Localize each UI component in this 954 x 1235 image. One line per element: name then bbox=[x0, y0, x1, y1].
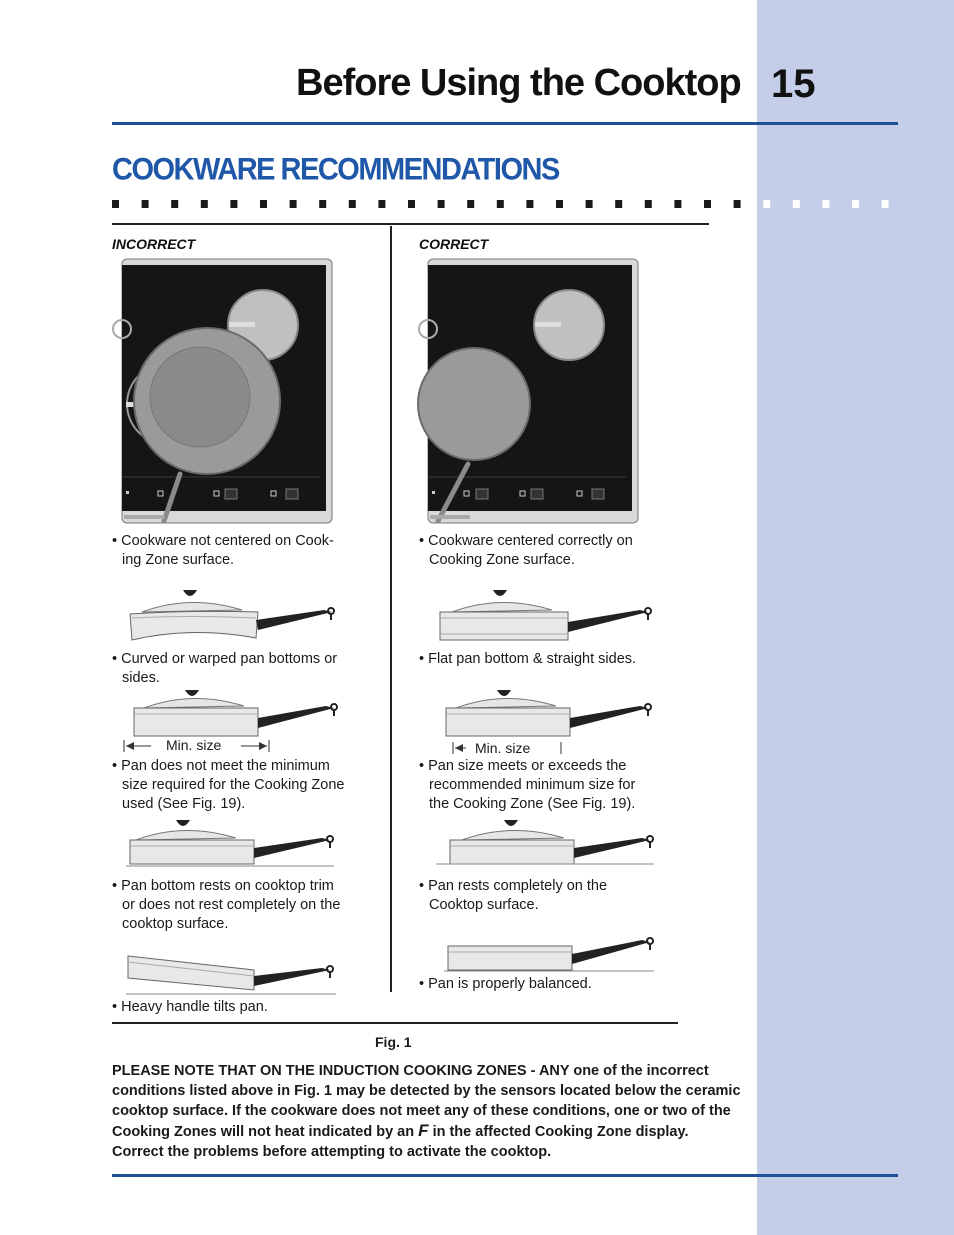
incorrect-column-heading: INCORRECT bbox=[112, 236, 196, 252]
page-title: Before Using the Cooktop bbox=[296, 62, 741, 104]
divider-dot bbox=[793, 200, 800, 208]
table-top-rule bbox=[112, 223, 709, 225]
caption-line: • Pan bottom rests on cooktop trim bbox=[112, 878, 334, 894]
note-text: in the affected Cooking Zone display. Correct the problems before attempting to activate the cooktop. bbox=[112, 1124, 689, 1160]
min-size-label-correct: Min. size bbox=[475, 740, 531, 756]
warped-pan-icon bbox=[128, 588, 340, 644]
caption-correct-4 bbox=[419, 877, 607, 915]
divider-dot bbox=[171, 200, 178, 208]
caption-line: ing Zone surface. bbox=[122, 552, 235, 568]
divider-dot bbox=[438, 200, 445, 208]
divider-dot bbox=[408, 200, 415, 208]
divider-dot bbox=[526, 200, 533, 208]
divider-dot bbox=[201, 200, 208, 208]
page-sidebar-band bbox=[757, 0, 954, 1235]
caption-line: used (See Fig. 19). bbox=[122, 796, 246, 812]
min-size-label-incorrect: Min. size bbox=[166, 737, 222, 753]
caption-correct-5 bbox=[419, 975, 592, 994]
footer-rule bbox=[112, 1174, 898, 1177]
balanced-pan-icon bbox=[444, 936, 658, 976]
divider-dot bbox=[556, 200, 563, 208]
caption-line: • Curved or warped pan bottoms or bbox=[112, 651, 338, 667]
caption-line: • Cookware not centered on Cook- bbox=[112, 533, 334, 549]
caption-incorrect-2 bbox=[112, 650, 337, 688]
caption-line: sides. bbox=[122, 670, 160, 686]
divider-dot bbox=[763, 200, 770, 208]
caption-line: Cooktop surface. bbox=[429, 897, 539, 913]
caption-incorrect-1 bbox=[112, 532, 334, 570]
figure-bottom-rule bbox=[112, 1022, 678, 1024]
divider-dot bbox=[230, 200, 237, 208]
caption-line: • Pan size meets or exceeds the bbox=[419, 758, 627, 774]
divider-dot bbox=[852, 200, 859, 208]
caption-line: • Pan rests completely on the bbox=[419, 878, 608, 894]
divider-dot bbox=[822, 200, 829, 208]
caption-correct-1 bbox=[419, 532, 633, 570]
caption-line: • Pan is properly balanced. bbox=[419, 976, 592, 992]
correct-column-heading: CORRECT bbox=[419, 236, 489, 252]
caption-line: Cooking Zone surface. bbox=[429, 552, 575, 568]
caption-incorrect-5 bbox=[112, 998, 268, 1017]
caption-line: • Pan does not meet the minimum bbox=[112, 758, 330, 774]
caption-correct-2 bbox=[419, 650, 636, 669]
note-text: PLEASE NOTE THAT ON THE INDUCTION COOKING ZONES - ANY one of the incorrect conditions listed above in Fig. 1 may be detected by the sensors located below the ceramic cooktop surface. If the cookware does not meet any of these conditions, one or two of the Cooking Zones will not heat indicated by an bbox=[112, 1063, 741, 1140]
caption-line: the Cooking Zone (See Fig. 19). bbox=[429, 796, 636, 812]
caption-line: size required for the Cooking Zone bbox=[122, 777, 345, 793]
header-rule bbox=[112, 122, 898, 125]
divider-dot bbox=[734, 200, 741, 208]
flat-pan-icon bbox=[438, 588, 660, 644]
divider-dot bbox=[615, 200, 622, 208]
dotted-divider bbox=[112, 199, 902, 209]
figure-label: Fig. 1 bbox=[375, 1034, 412, 1050]
caption-correct-3 bbox=[419, 757, 635, 814]
pan-on-trim-icon bbox=[126, 818, 340, 872]
divider-dot bbox=[112, 200, 119, 208]
induction-note bbox=[112, 1061, 742, 1162]
cooktop-correct-icon bbox=[428, 259, 640, 525]
caption-line: or does not rest completely on the bbox=[122, 897, 341, 913]
divider-dot bbox=[290, 200, 297, 208]
small-pan-icon bbox=[130, 688, 342, 740]
caption-line: • Heavy handle tilts pan. bbox=[112, 999, 268, 1015]
divider-dot bbox=[497, 200, 504, 208]
caption-line: recommended minimum size for bbox=[429, 777, 636, 793]
caption-line: • Flat pan bottom & straight sides. bbox=[419, 651, 637, 667]
pan-on-surface-icon bbox=[436, 818, 658, 872]
divider-dot bbox=[882, 200, 889, 208]
error-symbol: F bbox=[418, 1121, 429, 1140]
caption-line: • Cookware centered correctly on bbox=[419, 533, 633, 549]
divider-dot bbox=[674, 200, 681, 208]
column-divider bbox=[390, 226, 392, 992]
page-number: 15 bbox=[771, 62, 816, 106]
divider-dot bbox=[349, 200, 356, 208]
divider-dot bbox=[645, 200, 652, 208]
caption-line: cooktop surface. bbox=[122, 916, 229, 932]
divider-dot bbox=[467, 200, 474, 208]
divider-dot bbox=[142, 200, 149, 208]
large-pan-icon bbox=[442, 688, 658, 740]
divider-dot bbox=[319, 200, 326, 208]
divider-dot bbox=[260, 200, 267, 208]
divider-dot bbox=[378, 200, 385, 208]
caption-incorrect-4 bbox=[112, 877, 340, 934]
divider-dot bbox=[586, 200, 593, 208]
section-heading: COOKWARE RECOMMENDATIONS bbox=[112, 152, 559, 188]
divider-dot bbox=[704, 200, 711, 208]
cooktop-incorrect-icon bbox=[122, 259, 334, 525]
caption-incorrect-3 bbox=[112, 757, 344, 814]
tilted-pan-icon bbox=[126, 948, 340, 998]
